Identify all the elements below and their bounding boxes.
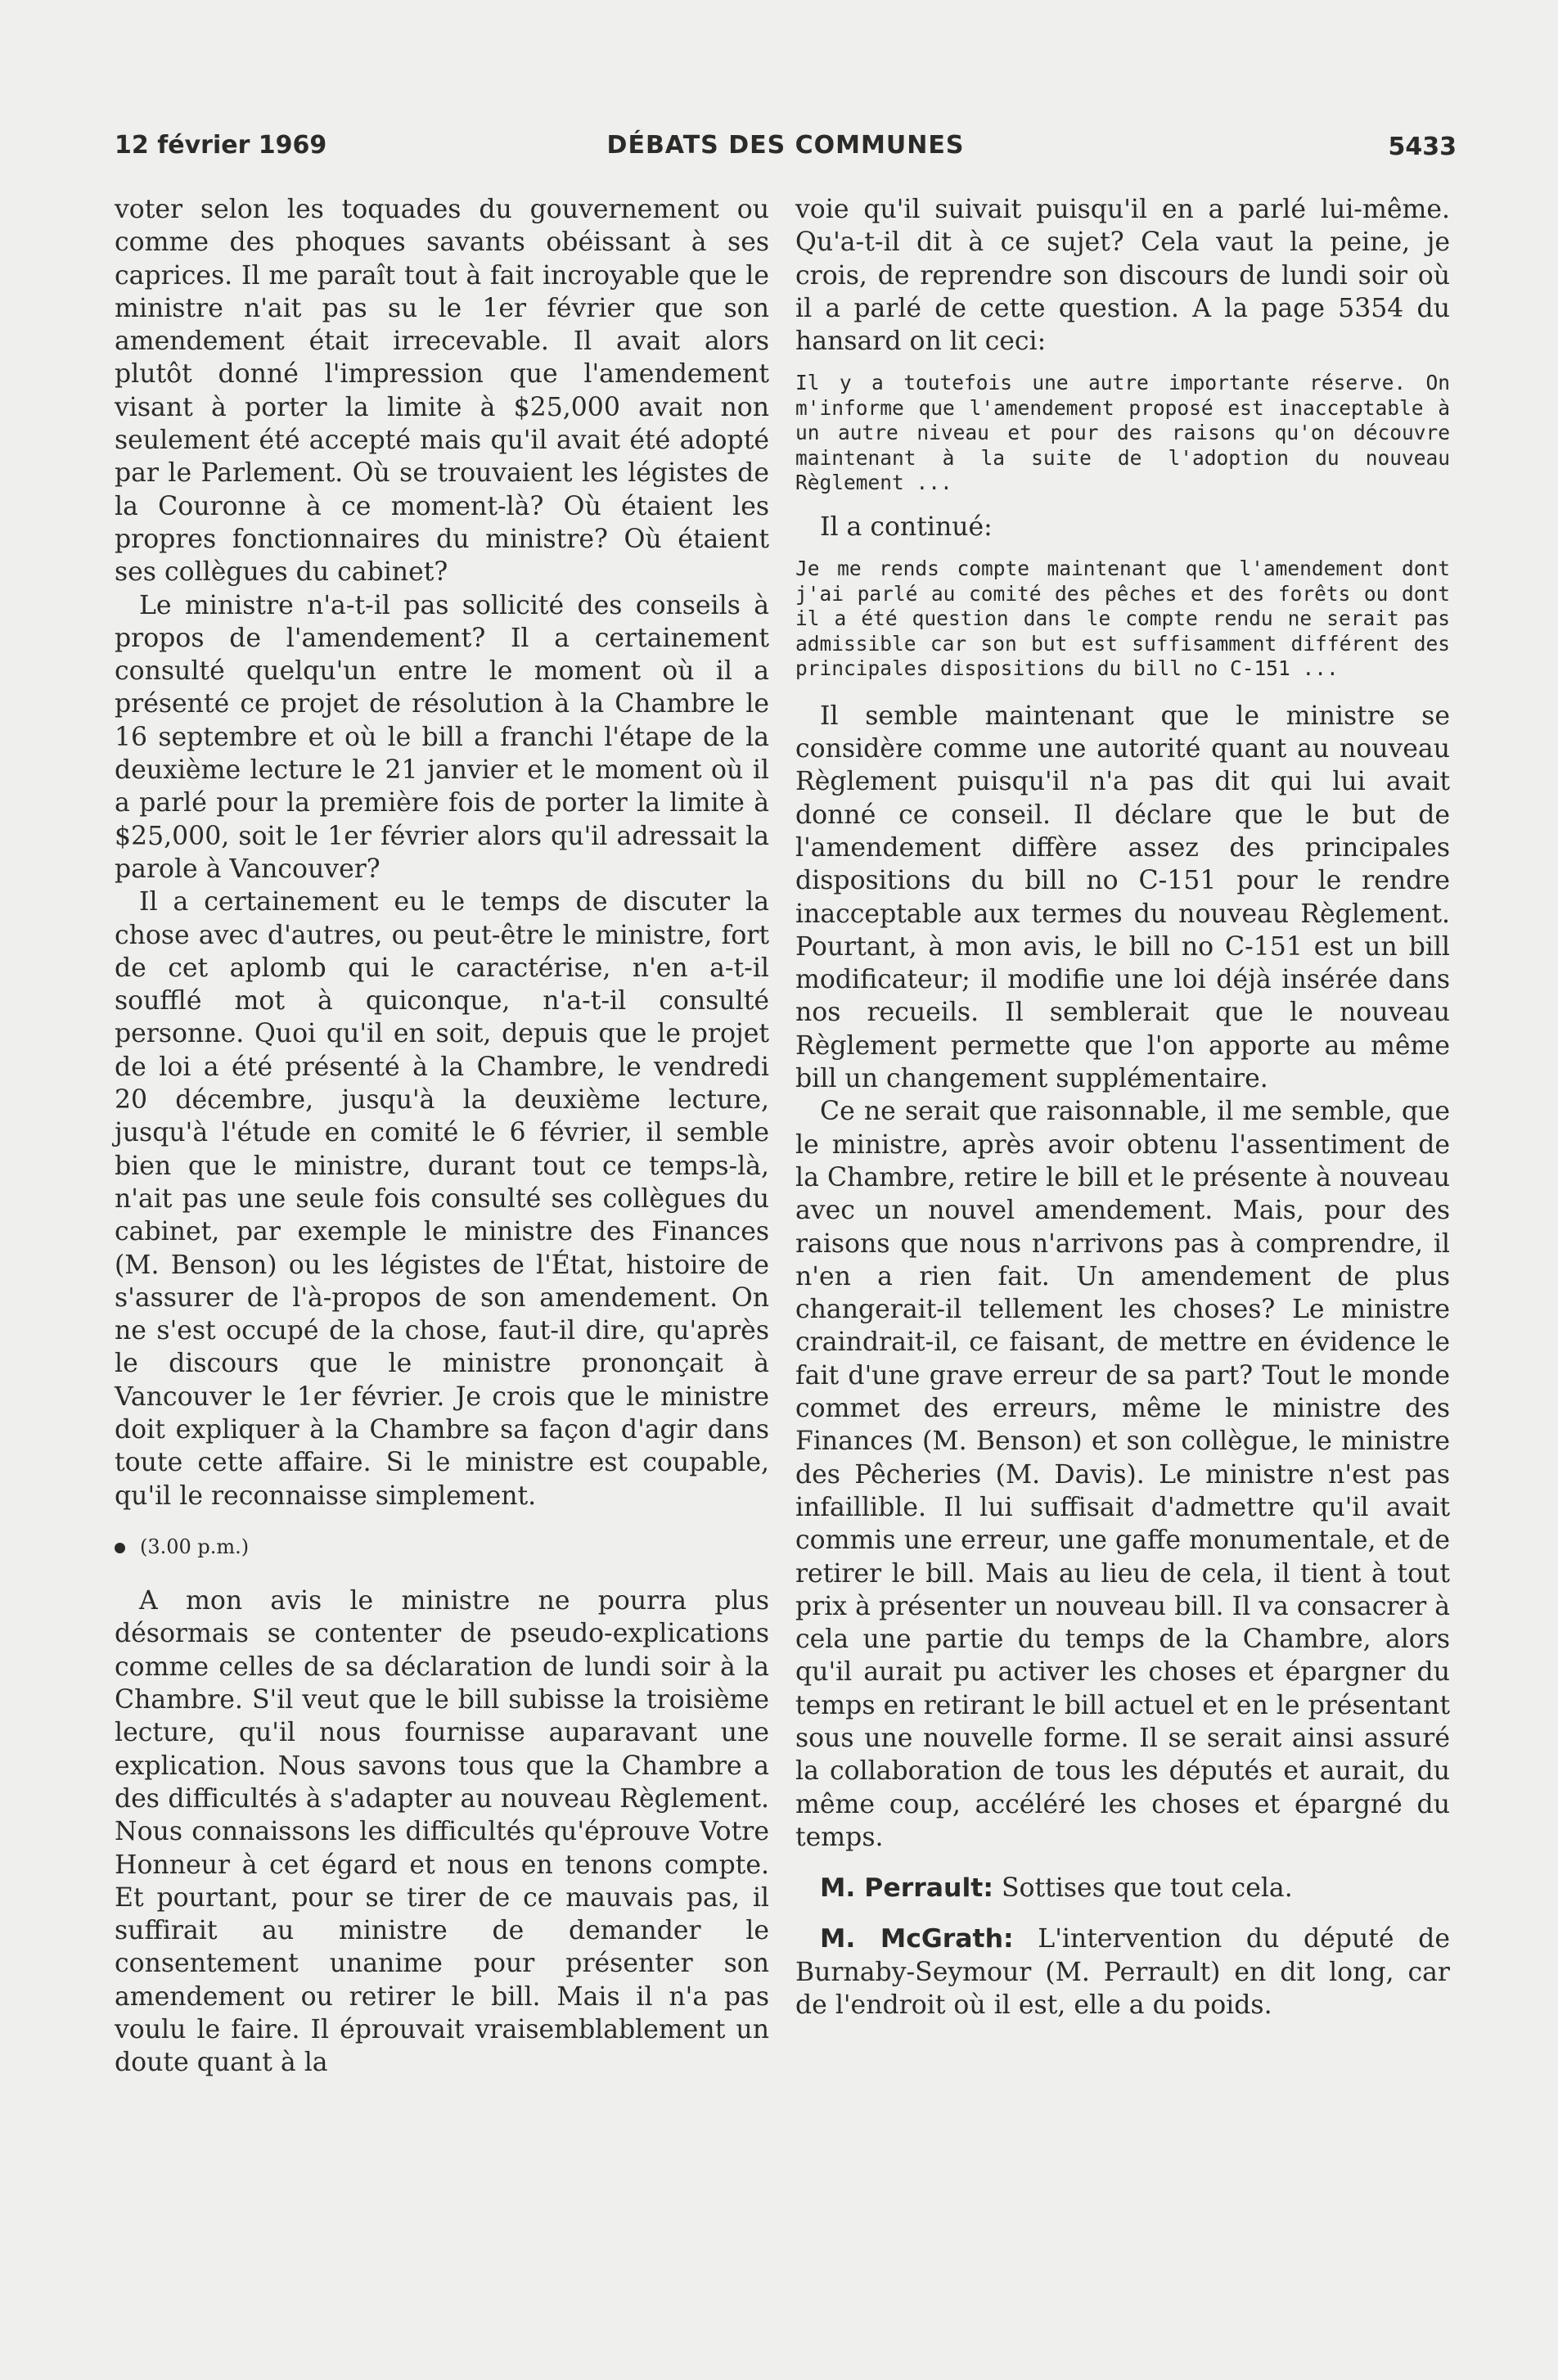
left-column <box>115 193 769 2080</box>
left-paragraph-4: A mon avis le ministre ne pourra plus désormais se contenter de pseudo-explications comme celles de sa déclaration de lundi soir à la Chambre. S'il veut que le bill subisse la troisième lecture, qu'il nous fournisse auparavant une explication. Nous savons tous que la Chambre a des difficultés à s'adapter au nouveau Règlement. Nous connaissons les difficultés qu'éprouve Votre Honneur à cet égard et nous en tenons compte. Et pourtant, pour se tirer de ce mauvais pas, il suffirait au ministre de demander le consentement unanime pour présenter son amendement ou retirer le bill. Mais il n'a pas voulu le faire. Il éprouvait vraisemblablement un doute quant à la <box>115 1586 769 2078</box>
right-paragraph-2: Il a continué: <box>820 512 993 542</box>
speaker-name: M. Perrault: <box>820 1873 993 1904</box>
header-title: DÉBATS DES COMMUNES <box>606 131 965 160</box>
right-column <box>795 193 1450 2022</box>
left-paragraph-1: voter selon les toquades du gouvernement ou comme des phoques savants obéissant à ses caprices. Il me paraît tout à fait incroyable que le ministre n'ait pas su le 1er février que son amendement était irrecevable. Il avait alors plutôt donné l'impression que l'amendement visant à porter la limite à $25,000 avait non seulement été accepté mais qu'il avait été adopté par le Parlement. Où se trouvaient les légistes de la Couronne à ce moment-là? Où étaient les propres fonctionnaires du ministre? Où étaient ses collègues du cabinet? <box>115 195 769 588</box>
time-marker <box>115 1530 769 1563</box>
page-header <box>115 131 1457 172</box>
page-number: 5433 <box>1388 133 1457 161</box>
speech-text: L'intervention du député de Burnaby-Seymour (M. Perrault) en dit long, car de l'endroit où il est, elle a du poids. <box>795 1924 1450 2021</box>
bullet-icon <box>115 1543 125 1553</box>
right-paragraph-1: voie qu'il suivait puisqu'il en a parlé lui-même. Qu'a-t-il dit à ce sujet? Cela vaut la peine, je crois, de reprendre son discours de lundi soir où il a parlé de cette question. A la page 5354 du hansard on lit ceci: <box>795 195 1450 357</box>
quote-1: Il y a toutefois une autre importante réserve. On m'informe que l'amendement proposé est inacceptable à un autre niveau et pour des raisons qu'on découvre maintenant à la suite de l'adoption du nouveau Règlement ... <box>795 371 1450 495</box>
left-paragraph-3: Il a certainement eu le temps de discuter la chose avec d'autres, ou peut-être le ministre, fort de cet aplomb qui le caractérise, n'en a-t-il soufflé mot à quiconque, n'a-t-il consulté personne. Quoi qu'il en soit, depuis que le projet de loi a été présenté à la Chambre, le vendredi 20 décembre, jusqu'à la deuxième lecture, jusqu'à l'étude en comité le 6 février, il semble bien que le ministre, durant tout ce temps-là, n'ait pas une seule fois consulté ses collègues du cabinet, par exemple le ministre des Finances (M. Benson) ou les légistes de l'État, histoire de s'assurer de l'à-propos de son amendement. On ne s'est occupé de la chose, faut-il dire, qu'après le discours que le ministre prononçait à Vancouver le 1er février. Je crois que le ministre doit expliquer à la Chambre sa façon d'agir dans toute cette affaire. Si le ministre est coupable, qu'il le reconnaisse simplement. <box>115 887 769 1511</box>
speaker-name: M. McGrath: <box>820 1924 1014 1954</box>
left-paragraph-2: Le ministre n'a-t-il pas sollicité des conseils à propos de l'amendement? Il a certainement consulté quelqu'un entre le moment où il a présenté ce projet de résolution à la Chambre le 16 septembre et où le bill a franchi l'étape de la deuxième lecture le 21 janvier et le moment où il a parlé pour la première fois de porter la limite à $25,000, soit le 1er février alors qu'il adressait la parole à Vancouver? <box>115 590 769 884</box>
speech-perrault <box>795 1872 1450 1904</box>
right-paragraph-3: Il semble maintenant que le ministre se considère comme une autorité quant au nouveau Règlement puisqu'il n'a pas dit qui lui avait donné ce conseil. Il déclare que le but de l'amendement diffère assez des principales dispositions du bill no C-151 pour le rendre inacceptable aux termes du nouveau Règlement. Pourtant, à mon avis, le bill no C-151 est un bill modificateur; il modifie une loi déjà insérée dans nos recueils. Il semblerait que le nouveau Règlement permette que l'on apporte au même bill un changement supplémentaire. <box>795 701 1450 1094</box>
right-paragraph-4: Ce ne serait que raisonnable, il me semble, que le ministre, après avoir obtenu l'assentiment de la Chambre, retire le bill et le présente à nouveau avec un nouvel amendement. Mais, pour des raisons que nous n'arrivons pas à comprendre, il n'en a rien fait. Un amendement de plus changerait-il tellement les choses? Le ministre craindrait-il, ce faisant, de mettre en évidence le fait d'une grave erreur de sa part? Tout le monde commet des erreurs, même le ministre des Finances (M. Benson) et son collègue, le ministre des Pêcheries (M. Davis). Le ministre n'est pas infaillible. Il lui suffisait d'admettre qu'il avait commis une erreur, une gaffe monumentale, et de retirer le bill. Mais au lieu de cela, il tient à tout prix à présenter un nouveau bill. Il va consacrer à cela une partie du temps de la Chambre, alors qu'il aurait pu activer les choses et épargner du temps en retirant le bill actuel et en le présentant sous une nouvelle forme. Il se serait ainsi assuré la collaboration de tous les députés et aurait, du même coup, accéléré les choses et épargné du temps. <box>795 1097 1450 1852</box>
time-marker-text: (3.00 p.m.) <box>140 1535 250 1558</box>
speech-text: Sottises que tout cela. <box>1001 1873 1293 1904</box>
header-date: 12 février 1969 <box>115 131 327 160</box>
quote-2: Je me rends compte maintenant que l'amendement dont j'ai parlé au comité des pêches et des forêts ou dont il a été question dans le compte rendu ne serait pas admissible car son but est suffisamment différent des principales dispositions du bill no C-151 ... <box>795 557 1450 681</box>
speech-mcgrath <box>795 1922 1450 2022</box>
